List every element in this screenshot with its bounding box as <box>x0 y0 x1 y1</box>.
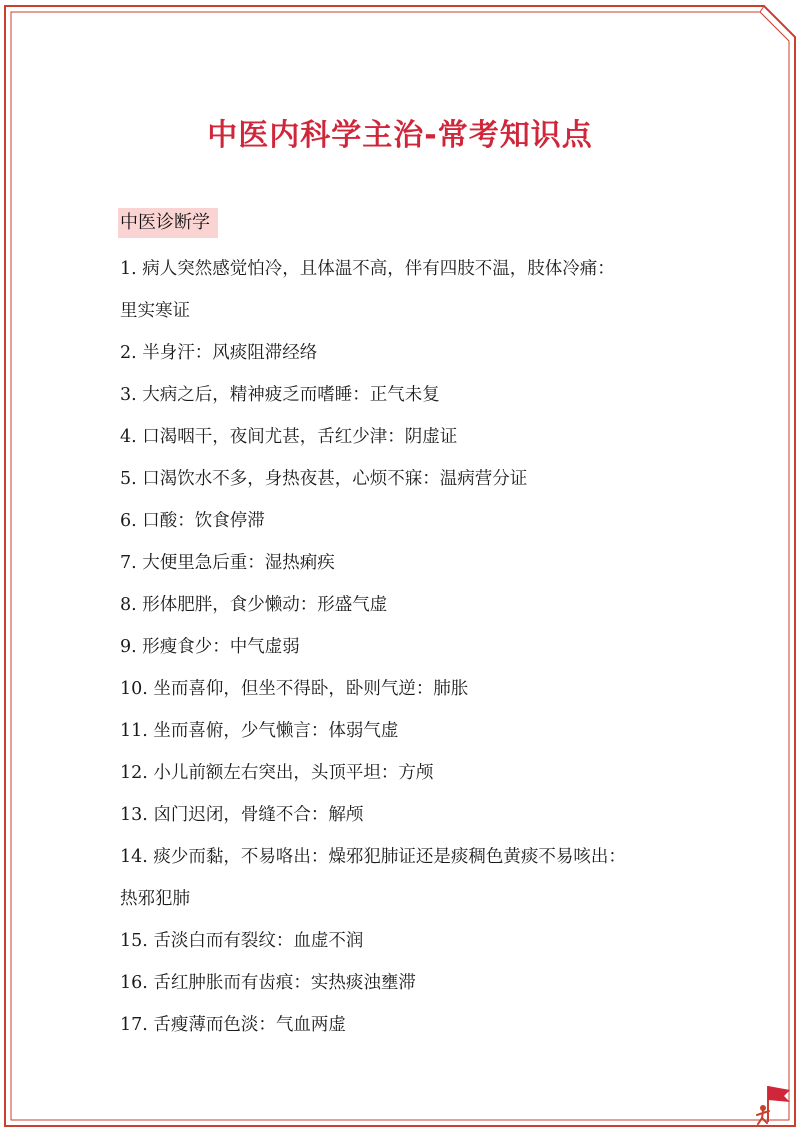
list-item: 16. 舌红肿胀而有齿痕：实热痰浊壅滞 <box>120 973 416 993</box>
list-item: 1. 病人突然感觉怕冷，且体温不高，伴有四肢不温，肢体冷痛： <box>120 259 615 279</box>
list-item: 2. 半身汗：风痰阻滞经络 <box>120 343 318 363</box>
list-item: 14. 痰少而黏，不易咯出：燥邪犯肺证还是痰稠色黄痰不易咳出： <box>120 847 626 867</box>
list-item: 7. 大便里急后重：湿热痢疾 <box>120 553 335 573</box>
list-item: 17. 舌瘦薄而色淡：气血两虚 <box>120 1015 346 1035</box>
list-item-continuation: 热邪犯肺 <box>120 889 190 909</box>
list-item: 3. 大病之后，精神疲乏而嗜睡：正气未复 <box>120 385 440 405</box>
red-flag-runner-icon <box>754 1082 794 1126</box>
list-item: 10. 坐而喜仰，但坐不得卧，卧则气逆：肺胀 <box>120 679 469 699</box>
list-item: 13. 囟门迟闭，骨缝不合：解颅 <box>120 805 364 825</box>
page-title: 中医内科学主治-常考知识点 <box>207 118 593 153</box>
list-item: 6. 口酸：饮食停滞 <box>120 511 265 531</box>
list-item: 8. 形体肥胖，食少懒动：形盛气虚 <box>120 595 388 615</box>
list-item: 4. 口渴咽干，夜间尤甚，舌红少津：阴虚证 <box>120 427 458 447</box>
list-item: 5. 口渴饮水不多，身热夜甚，心烦不寐：温病营分证 <box>120 469 528 489</box>
knowledge-point-list <box>120 248 720 1046</box>
list-item: 12. 小儿前额左右突出，头顶平坦：方颅 <box>120 763 434 783</box>
list-item-continuation: 里实寒证 <box>120 301 190 321</box>
list-item: 11. 坐而喜俯，少气懒言：体弱气虚 <box>120 721 399 741</box>
list-item: 9. 形瘦食少：中气虚弱 <box>120 637 300 657</box>
section-heading: 中医诊断学 <box>118 208 218 238</box>
list-item: 15. 舌淡白而有裂纹：血虚不润 <box>120 931 364 951</box>
